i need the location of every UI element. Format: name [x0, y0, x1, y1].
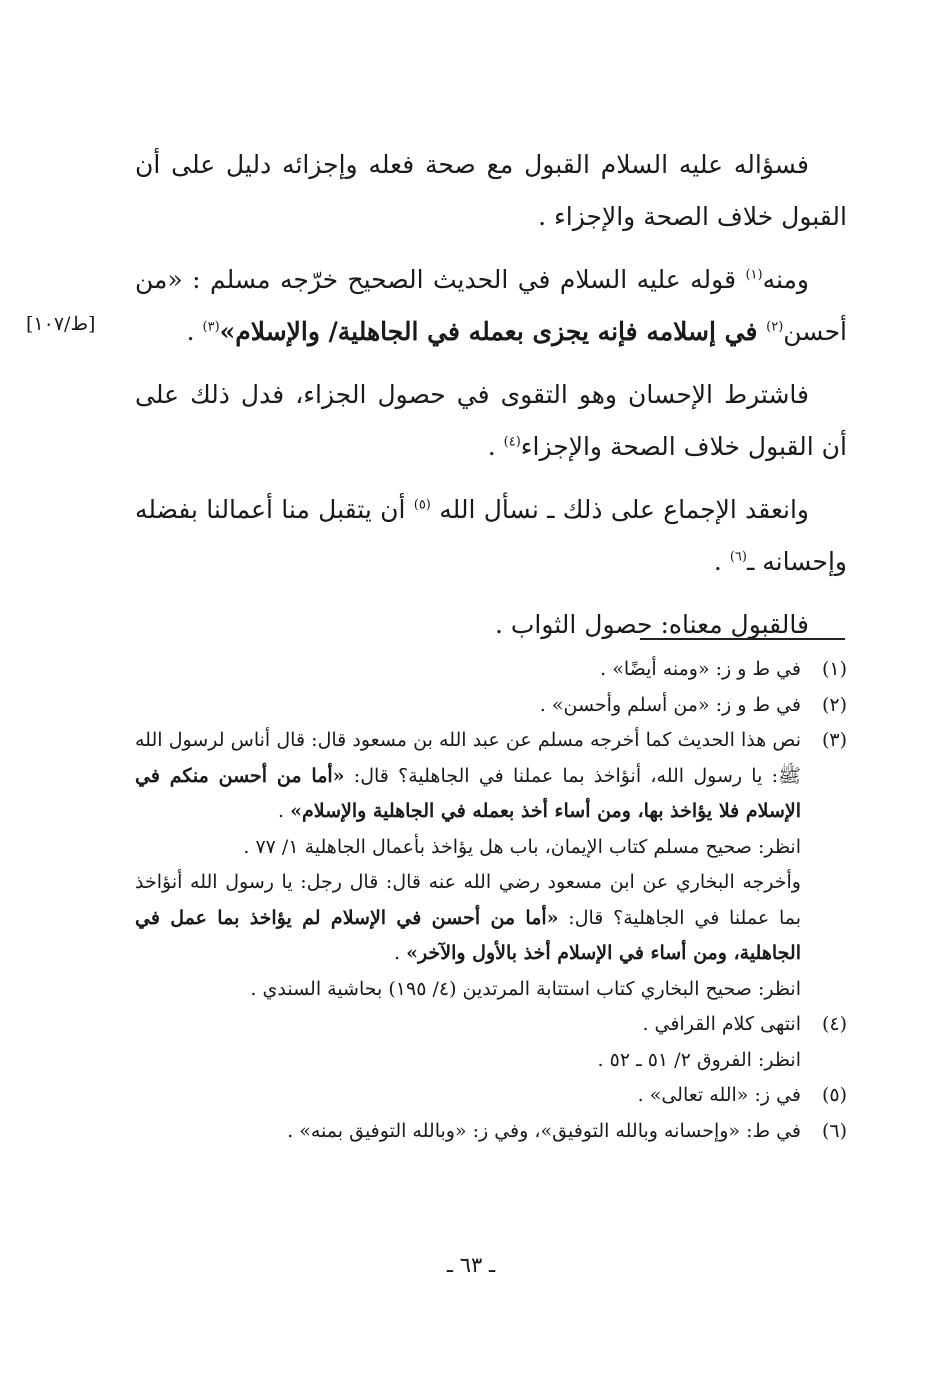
text-run: .: [713, 547, 730, 576]
paragraph: [135, 139, 847, 243]
text-run: انظر: الفروق ٢/ ٥١ ـ ٥٢ .: [597, 1048, 801, 1071]
text-run: في ط و ز: «ومنه أيضًا» .: [600, 658, 801, 680]
text-run: فاشترط الإحسان وهو التقوى في حصول الجزاء، فدل ذلك على أن القبول خلاف الصحة والإجزاء: [135, 380, 847, 461]
text-run: ومنه: [762, 265, 809, 294]
text-run: في ط و ز: «من أسلم وأحسن» .: [539, 693, 801, 716]
paragraph: [135, 369, 847, 473]
paragraph: [135, 484, 847, 588]
footnote: [135, 1078, 847, 1114]
footnote-ref: (٣): [202, 319, 220, 335]
footnote: [135, 652, 847, 688]
footnote-number: (٤): [821, 1013, 847, 1035]
text-run: .: [278, 800, 291, 822]
footnote-text: [135, 1078, 801, 1114]
footnote-separator: [640, 638, 845, 640]
text-run: .: [487, 432, 504, 461]
bold-quote: في إسلامه فإنه يجزى بعمله في الجاهلية/ والإسلام»: [219, 317, 767, 346]
footnote: [135, 723, 847, 1007]
footnote-ref: (٢): [766, 319, 784, 335]
text-run: في ط: «وإحسانه وبالله التوفيق»، وفي ز: «وبالله التوفيق بمنه» .: [287, 1119, 801, 1142]
footnote: [135, 1007, 847, 1078]
bold-quote: «أما من أحسن منكم في الإسلام فلا يؤاخذ بها، ومن أساء أخذ بعمله في الجاهلية والإسلام»: [135, 764, 801, 822]
page-number: ـ ٦٣ ـ: [446, 1253, 496, 1277]
footnote-number: (٢): [821, 693, 847, 716]
text-run: انتهى كلام القرافي .: [642, 1013, 801, 1035]
footnote-ref: (٦): [729, 549, 747, 565]
footnote-ref: (٥): [413, 497, 431, 513]
text-run: .: [394, 942, 407, 964]
text-run: انظر: صحيح مسلم كتاب الإيمان، باب هل يؤاخذ بأعمال الجاهلية ١/ ٧٧ .: [243, 835, 801, 858]
footnote: [135, 688, 847, 724]
text-run: انظر: صحيح البخاري كتاب استتابة المرتدين (٤/ ١٩٥) بحاشية السندي .: [250, 977, 801, 1000]
text-run: وانعقد الإجماع على ذلك ـ نسأل الله: [430, 495, 809, 524]
footnote-ref: (١): [745, 267, 763, 283]
footnote-text: [135, 1043, 801, 1079]
footnote: [135, 1114, 847, 1150]
text-run: في ز: «الله تعالى» .: [637, 1084, 801, 1106]
footnote-number: (٥): [821, 1084, 847, 1106]
footnote-text: [135, 688, 801, 724]
footnote-text: [135, 830, 801, 866]
main-text: [135, 139, 847, 662]
text-run: أن يتقبل منا أعمالنا بفضله وإحسانه ـ: [135, 495, 847, 576]
footnote-text: [135, 865, 801, 972]
text-run: قوله عليه السلام في الحديث الصحيح خرّجه مسلم : «من أحسن: [135, 265, 847, 346]
footnote-text: [135, 1114, 801, 1150]
bold-quote: «أما من أحسن في الإسلام لم يؤاخذ بما عمل في الجاهلية، ومن أساء في الإسلام أخذ بالأول والآخر»: [135, 906, 801, 964]
footnote-text: [135, 652, 801, 688]
paragraph: [135, 599, 847, 651]
footnote-text: [135, 723, 801, 830]
text-run: .: [186, 317, 203, 346]
footnote-text: [135, 972, 801, 1008]
footnote-number: (٣): [821, 729, 847, 751]
footnote-ref: (٤): [503, 434, 521, 450]
text-run: وأخرجه البخاري عن ابن مسعود رضي الله عنه قال: قال رجل: يا رسول الله أنؤاخذ بما عملنا في الجاهلية؟ قال:: [135, 871, 801, 929]
text-run: نص هذا الحديث كما أخرجه مسلم عن عبد الله بن مسعود قال: قال أناس لرسول الله ﷺ: يا رسول الله، أنؤاخذ بما عملنا في الجاهلية؟ قال:: [135, 729, 801, 787]
footnote-number: (٦): [821, 1119, 847, 1142]
text-run: فالقبول معناه: حصول الثواب .: [494, 610, 809, 639]
footnotes: [135, 652, 847, 1149]
paragraph: [135, 254, 847, 358]
footnote-number: (١): [821, 658, 847, 680]
text-run: فسؤاله عليه السلام القبول مع صحة فعله وإجزائه دليل على أن القبول خلاف الصحة والإجزاء .: [135, 150, 847, 231]
margin-manuscript-marker: [ط/١٠٧]: [26, 313, 96, 335]
footnote-text: [135, 1007, 801, 1043]
